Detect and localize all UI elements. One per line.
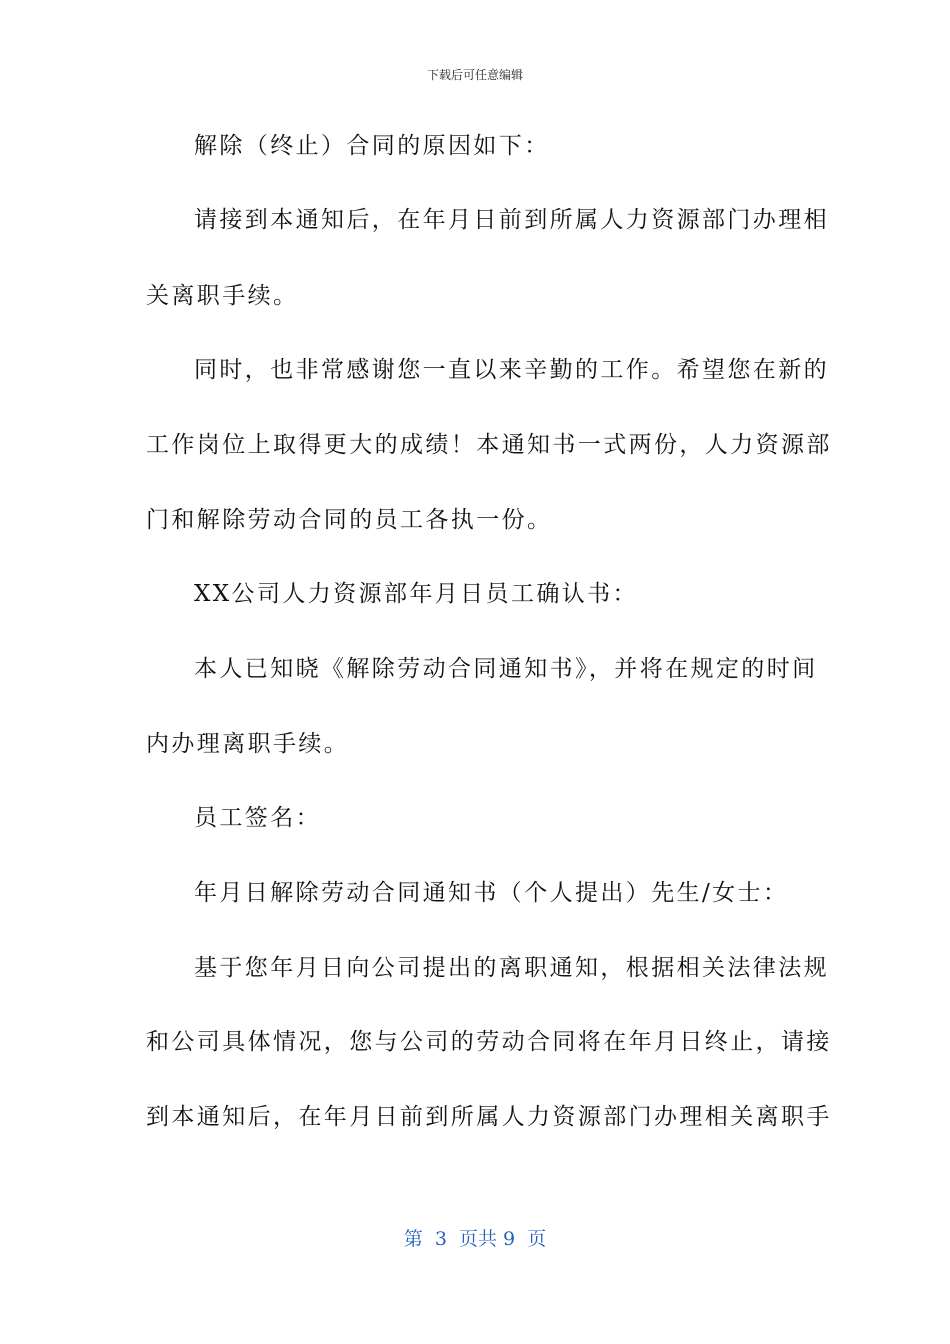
paragraph-line: 解除（终止）合同的原因如下： bbox=[194, 133, 550, 159]
paragraph-line: 和公司具体情况，您与公司的劳动合同将在年月日终止，请接 bbox=[146, 1029, 832, 1055]
paragraph-line: 门和解除劳动合同的员工各执一份。 bbox=[146, 507, 553, 533]
paragraph-line: 请接到本通知后，在年月日前到所属人力资源部门办理相 bbox=[194, 207, 829, 233]
paragraph-line: 年月日解除劳动合同通知书（个人提出）先生/女士： bbox=[194, 880, 789, 906]
paragraph-line: 本人已知晓《解除劳动合同通知书》，并将在规定的时间 bbox=[194, 656, 818, 682]
paragraph-line: 到本通知后，在年月日前到所属人力资源部门办理相关离职手 bbox=[146, 1104, 832, 1130]
paragraph-line: 员工签名： bbox=[194, 805, 321, 831]
paragraph-line: XX公司人力资源部年月日员工确认书： bbox=[194, 581, 638, 607]
paragraph-line: 同时，也非常感谢您一直以来辛勤的工作。希望您在新的 bbox=[194, 357, 829, 383]
page-header-note: 下载后可任意编辑 bbox=[426, 68, 523, 82]
paragraph-line: 基于您年月日向公司提出的离职通知，根据相关法律法规 bbox=[194, 955, 829, 981]
paragraph-line: 内办理离职手续。 bbox=[146, 731, 350, 757]
paragraph-line: 工作岗位上取得更大的成绩！本通知书一式两份，人力资源部 bbox=[146, 432, 832, 458]
paragraph-line: 关离职手续。 bbox=[146, 283, 299, 309]
page-number-footer: 第 3 页共 9 页 bbox=[403, 1228, 547, 1250]
